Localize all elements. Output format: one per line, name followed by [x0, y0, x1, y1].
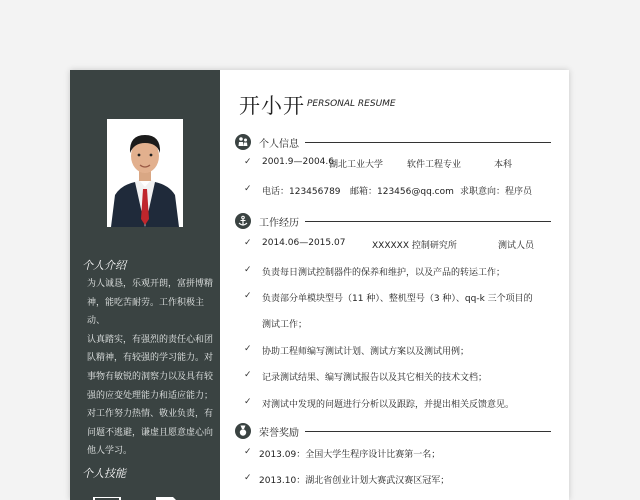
- info-cell: 电话：123456789: [262, 187, 341, 197]
- check-icon: ✓: [244, 397, 252, 407]
- work-cell: 对测试中发现的问题进行分析以及跟踪，并提出相关反馈意见。: [262, 400, 515, 410]
- section-divider: [305, 142, 551, 143]
- check-icon: ✓: [244, 370, 252, 380]
- people-icon: [235, 134, 251, 150]
- check-icon: ✓: [244, 473, 252, 483]
- section-header-awards: [235, 423, 551, 439]
- award-cell: 2013.09：全国大学生程序设计比赛第一名；: [259, 450, 441, 460]
- work-cell: 测试人员: [498, 241, 535, 251]
- profile-photo: [107, 119, 183, 227]
- intro-line: 对工作努力热情、敬业负责，有: [87, 409, 214, 420]
- intro-line: 事物有敏锐的洞察力以及具有较: [87, 371, 214, 382]
- skills-title: 个人技能: [82, 467, 126, 480]
- sidebar: [70, 70, 220, 500]
- work-cell: 负责每日测试控制器件的保养和维护，以及产品的转运工作；: [262, 268, 506, 278]
- check-icon: ✓: [244, 184, 252, 194]
- medal-icon: [235, 423, 251, 439]
- work-cell: 记录测试结果、编写测试报告以及其它相关的技术文档；: [262, 373, 488, 383]
- check-icon: ✓: [244, 291, 252, 301]
- check-icon: ✓: [244, 265, 252, 275]
- work-cell: XXXXXX 控制研究所: [372, 241, 457, 251]
- section-title: 工作经历: [259, 218, 299, 229]
- section-title: 个人信息: [259, 139, 299, 150]
- info-cell: 湖北工业大学: [329, 160, 384, 170]
- check-icon: ✓: [244, 157, 252, 167]
- intro-line: 神，能吃苦耐劳。工作积极主动、: [87, 297, 205, 327]
- resume-page: [70, 70, 569, 500]
- info-cell: 软件工程专业: [407, 160, 462, 170]
- section-divider: [305, 221, 551, 222]
- section-divider: [305, 431, 551, 432]
- anchor-icon: [235, 213, 251, 229]
- work-cell: 测试工作；: [262, 320, 308, 330]
- work-cell: 协助工程师编写测试计划、测试方案以及测试用例；: [262, 347, 470, 357]
- intro-line: 问题不逃避，谦虚且愿意虚心向: [87, 427, 214, 438]
- info-cell: 本科: [494, 160, 513, 170]
- check-icon: ✓: [244, 447, 252, 457]
- info-cell: 求职意向：程序员: [460, 187, 533, 197]
- intro-line: 他人学习。: [87, 446, 133, 457]
- intro-line: 认真踏实，有强烈的责任心和团: [87, 334, 214, 345]
- check-icon: ✓: [244, 344, 252, 354]
- intro-line: 强的应变处理能力和适应能力；: [87, 390, 214, 401]
- main-content: [220, 70, 569, 500]
- work-cell: 2014.06—2015.07: [262, 238, 346, 248]
- resume-subtitle: PERSONAL RESUME: [307, 99, 396, 109]
- intro-title: 个人介绍: [82, 259, 126, 272]
- work-cell: 负责部分单模块型号（11 种）、整机型号（3 种）、qq-k 三个项目的: [262, 294, 533, 304]
- file-icon: [155, 492, 181, 500]
- section-header-info: [235, 134, 551, 150]
- section-title: 荣誉奖励: [259, 428, 299, 439]
- check-icon: ✓: [244, 238, 252, 248]
- document-icon: [93, 492, 121, 500]
- candidate-name: 开小开: [239, 94, 305, 118]
- intro-text: [87, 275, 215, 461]
- award-cell: 2013.10：湖北省创业计划大赛武汉赛区冠军；: [259, 476, 450, 486]
- section-header-work: [235, 213, 551, 229]
- info-cell: 邮箱：123456@qq.com: [350, 187, 454, 197]
- intro-line: 为人诚恳，乐观开朗，富拼博精: [87, 279, 214, 289]
- intro-line: 队精神，有较强的学习能力。对: [87, 353, 214, 364]
- info-cell: 2001.9—2004.6: [262, 157, 334, 167]
